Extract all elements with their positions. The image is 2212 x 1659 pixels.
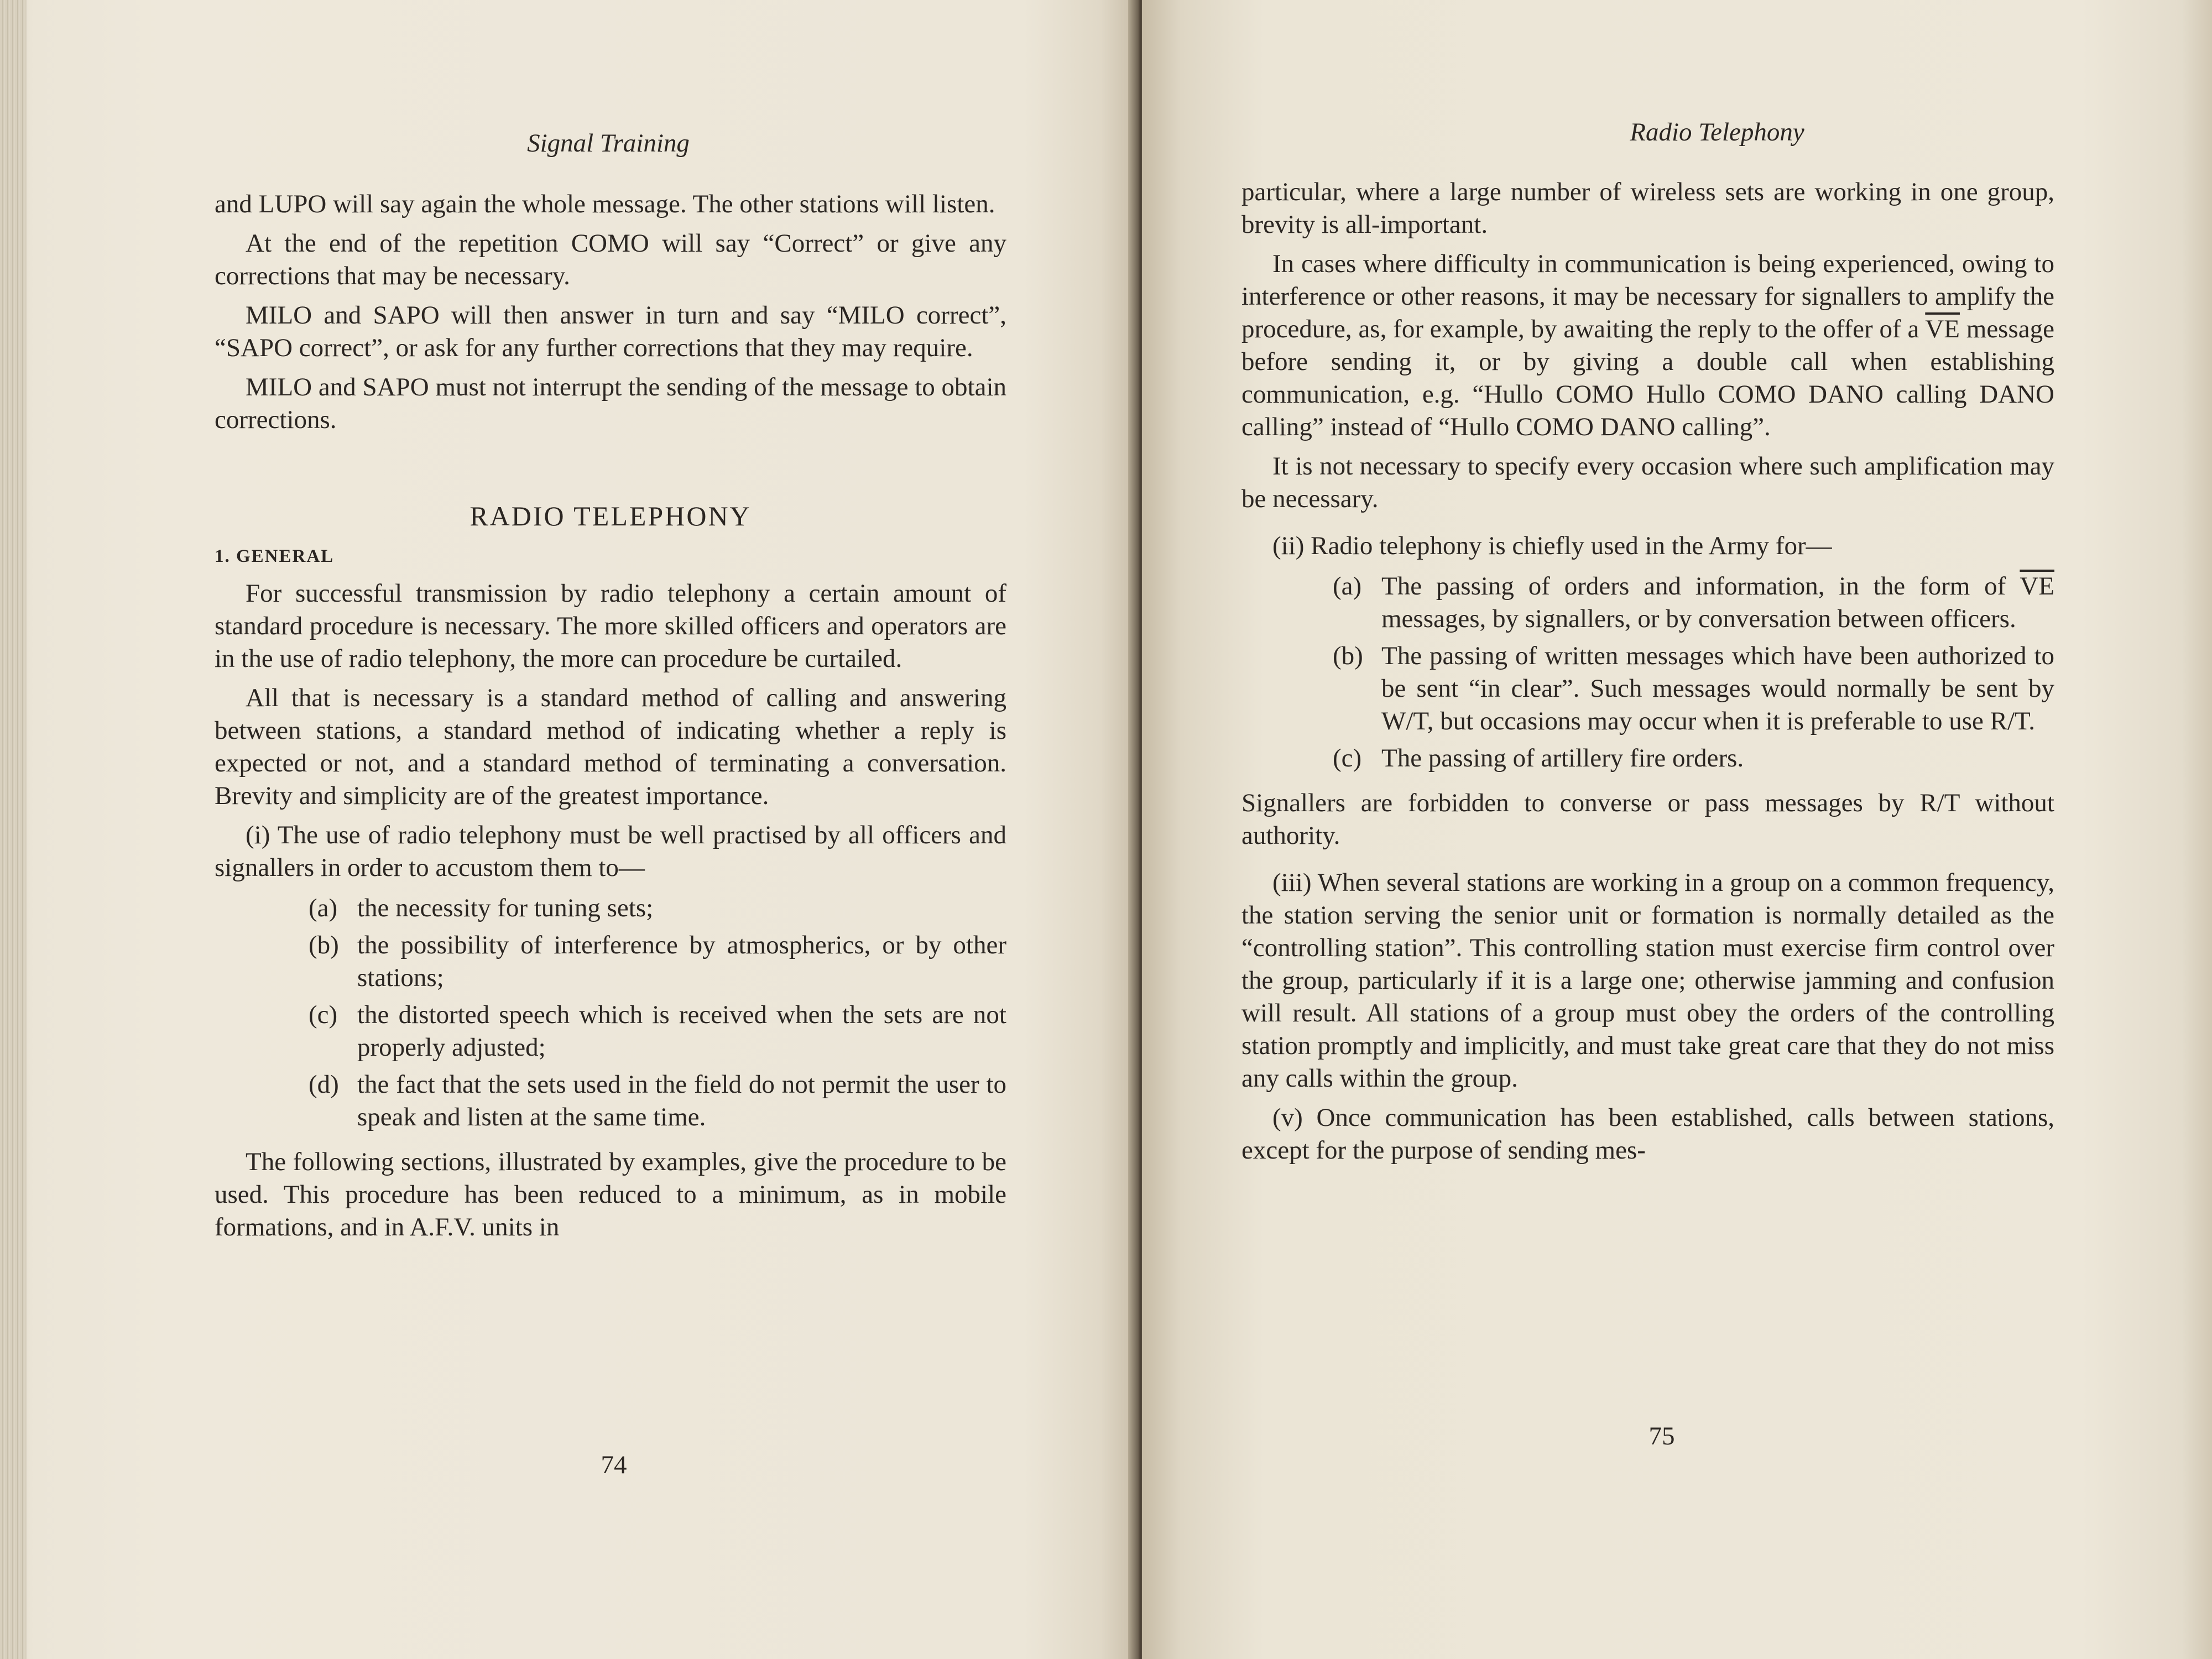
text-run: In cases where difficulty in communication is being experienced, owing to interference or other reasons, it may be necessary for signallers to amplify the procedure, as, for example, by awaiting the reply to the offer of a (1241, 249, 2054, 343)
paragraph (1241, 248, 2054, 444)
list-item-label: (a) (309, 894, 338, 922)
running-head-right: Radio Telephony (1630, 118, 1804, 147)
list-item (309, 929, 1006, 994)
list-item-label: (b) (1333, 641, 1363, 670)
list-item (309, 1068, 1006, 1134)
list-item-text: The passing of artillery fire orders. (1381, 744, 1744, 773)
list-item-label: (b) (309, 931, 339, 959)
section-heading: RADIO TELEPHONY (469, 500, 752, 531)
paragraph: It is not necessary to specify every occasion where such amplification may be necessary. (1241, 452, 2054, 513)
page-number-left: 74 (601, 1451, 627, 1479)
list-item-label: (c) (309, 1000, 338, 1029)
paragraph: MILO and SAPO will then answer in turn and say “MILO correct”, “SAPO correct”, or ask for any further corrections that they may require. (215, 301, 1006, 362)
page-number-right: 75 (1648, 1422, 1675, 1451)
right-page (1142, 0, 2212, 1659)
list-item-text (1381, 570, 2054, 635)
list-item (309, 892, 1006, 925)
paragraph: For successful transmission by radio telephony a certain amount of standard procedure is necessary. The more skilled officers and operators are in the use of radio telephony, the more can procedure be curtailed. (215, 579, 1006, 673)
text-run: The passing of orders and information, in the form of (1381, 572, 2006, 601)
list-item-text: The passing of written messages which have been authorized to be sent “in clear”. Such messages would normally be sent by W/T, but occasions may occur when it is preferable to use R/T. (1381, 641, 2054, 735)
list-ii (1241, 570, 2054, 775)
paragraph: and LUPO will say again the whole message. The other stations will listen. (215, 190, 995, 218)
ve-mark: $\overline{VE}$ (1925, 315, 1960, 343)
text-run: message before sending it, or by giving a double call when establishing communication, e.g. “Hullo COMO Hullo COMO DANO calling DANO calling” instead of “Hullo COMO DANO calling”. (1241, 315, 2054, 441)
paragraph: At the end of the repetition COMO will say “Correct” or give any corrections that may be necessary. (215, 229, 1006, 290)
list-item (309, 999, 1006, 1064)
list-item (1333, 742, 2054, 775)
list-item-text: the fact that the sets used in the field do not permit the user to speak and listen at the same time. (357, 1070, 1006, 1131)
list-item-label: (a) (1333, 572, 1362, 601)
list-item-text: the possibility of interference by atmospherics, or by other stations; (357, 931, 1006, 992)
paragraph: (i) The use of radio telephony must be well practised by all officers and signallers in order to accustom them to— (215, 821, 1006, 882)
list-item-label: (c) (1333, 744, 1362, 773)
list-item (1333, 640, 2054, 738)
subsection-heading: 1. GENERAL (215, 546, 335, 566)
paragraph: particular, where a large number of wireless sets are working in one group, brevity is all-important. (1241, 178, 2054, 239)
text-run: messages, by signallers, or by conversation between officers. (1381, 604, 2016, 633)
right-text-block (1241, 176, 2054, 1173)
paragraph: MILO and SAPO must not interrupt the sending of the message to obtain corrections. (215, 373, 1006, 434)
paragraph: The following sections, illustrated by examples, give the procedure to be used. This procedure has been reduced to a minimum, as in mobile formations, and in A.F.V. units in (215, 1147, 1006, 1241)
running-head-left: Signal Training (527, 129, 690, 158)
list-i (215, 892, 1006, 1134)
list-item (1333, 570, 2054, 635)
paragraph: (ii) Radio telephony is chiefly used in the Army for— (1272, 531, 1832, 560)
paragraph: All that is necessary is a standard method of calling and answering between stations, a standard method of indicating whether a reply is expected or not, and a standard method of terminating a conversation. Brevity and simplicity are of the greatest importance. (215, 684, 1006, 810)
list-item-text: the necessity for tuning sets; (357, 894, 654, 922)
left-text-block (215, 188, 1006, 1250)
paragraph: (v) Once communication has been established, calls between stations, except for the purpose of sending mes- (1241, 1103, 2054, 1165)
list-item-label: (d) (309, 1070, 339, 1099)
paragraph: (iii) When several stations are working in a group on a common frequency, the station serving the senior unit or formation is normally detailed as the “controlling station”. This controlling station must exercise firm control over the group, particularly if it is a large one; otherwise jamming and confusion will result. All stations of a group must obey the orders of the controlling station promptly and implicitly, and must take great care that they do not miss any calls within the group. (1241, 868, 2054, 1093)
page-edges (0, 0, 27, 1659)
paragraph: Signallers are forbidden to converse or pass messages by R/T without authority. (1241, 789, 2054, 850)
ve-mark: $\overline{VE}$ (2020, 572, 2055, 601)
list-item-text: the distorted speech which is received when the sets are not properly adjusted; (357, 1000, 1006, 1062)
